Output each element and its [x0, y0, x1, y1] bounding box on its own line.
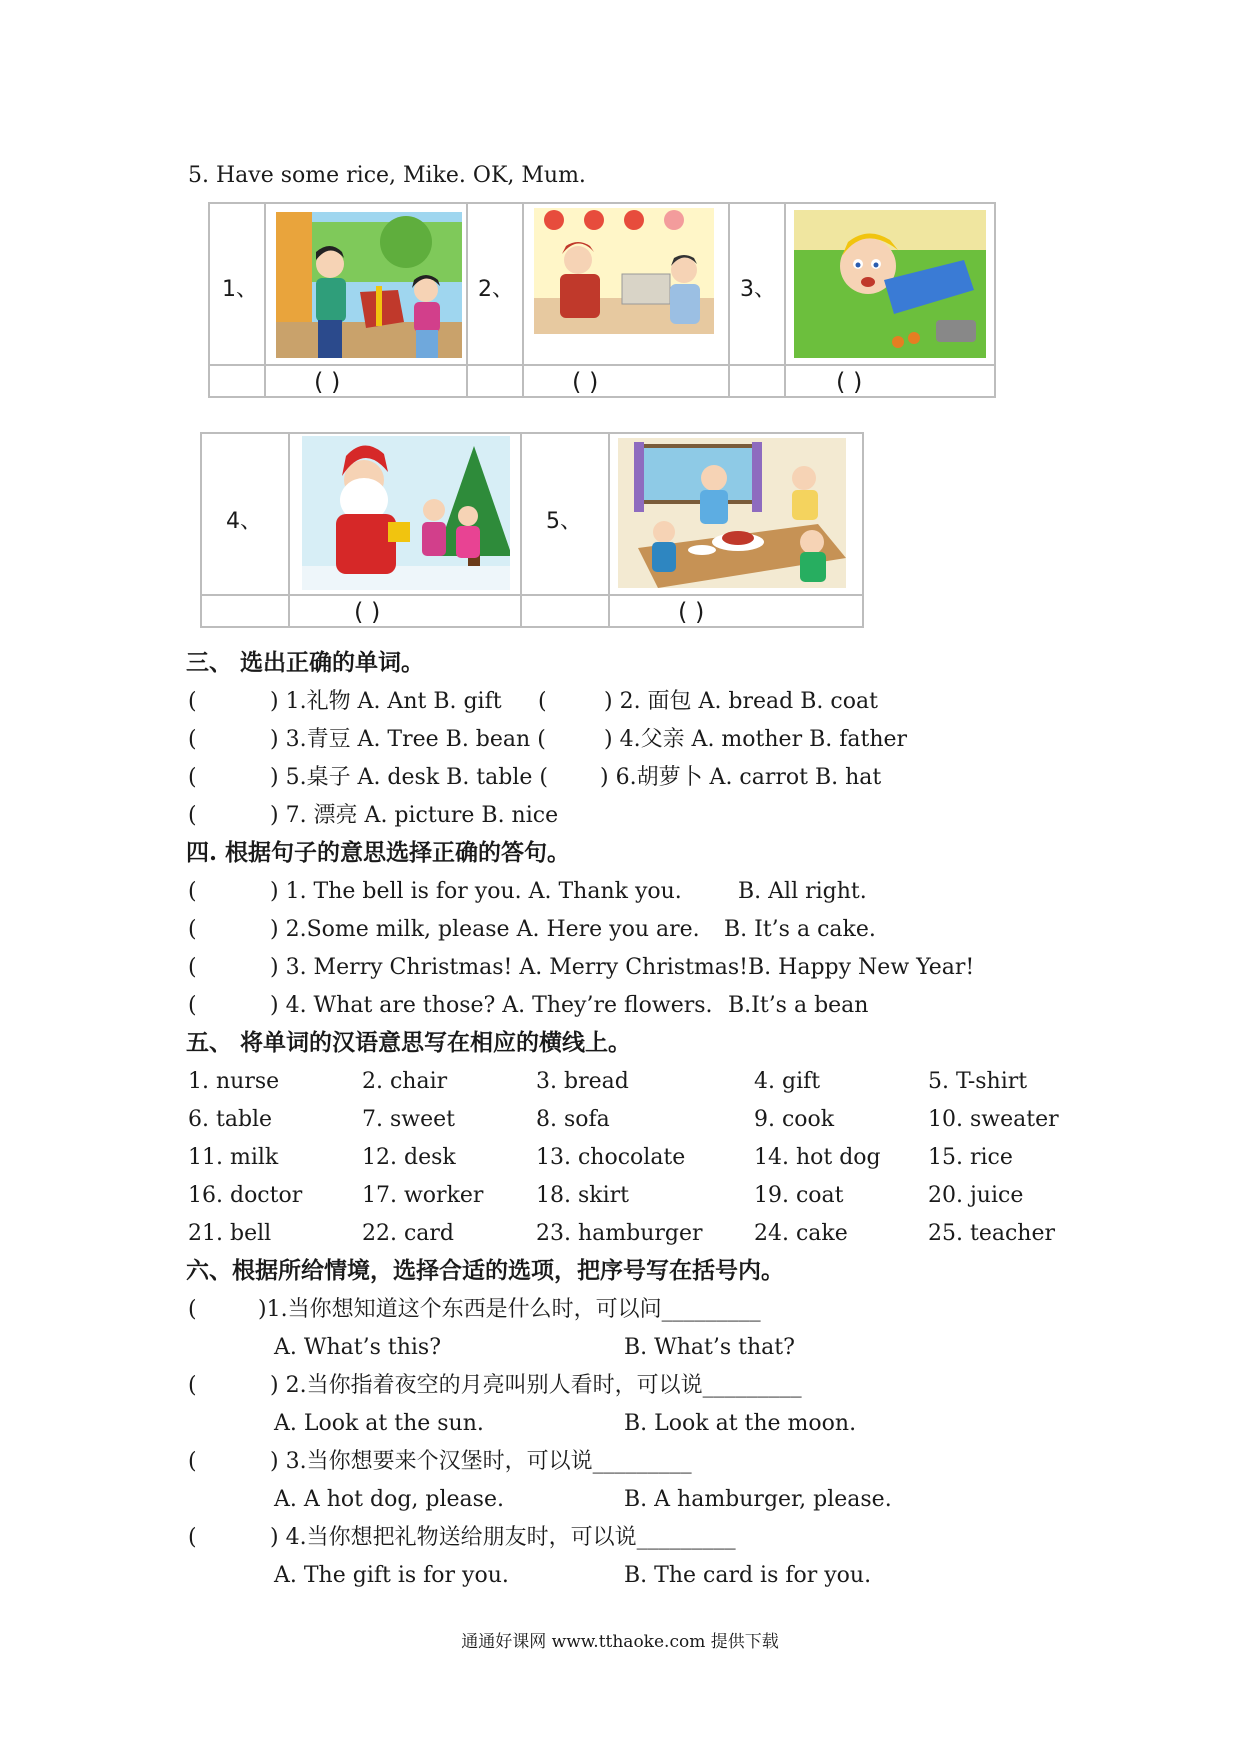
paren-open: ( [188, 955, 197, 980]
picture-number-1: 1、 [222, 277, 258, 302]
section6-q4-text: ) 4.当你想把礼物送给朋友时，可以说_________ [270, 1525, 736, 1550]
word-item: 24. cake [754, 1221, 848, 1246]
top-line: 5. Have some rice, Mike. OK, Mum. [188, 163, 586, 188]
section4-q4: ) 4. What are those? A. They’re flowers. [270, 993, 713, 1018]
option-b: B. A hamburger, please. [624, 1487, 892, 1512]
paren-open: ( [188, 765, 197, 790]
section3-row-3-a: ) 5.桌子 A. desk B. table ( [270, 765, 548, 790]
section4-q3: ) 3. Merry Christmas! A. Merry Christmas! [270, 955, 749, 980]
section3-row-2 [188, 726, 908, 754]
word-item: 19. coat [754, 1183, 844, 1208]
picture-number-5: 5、 [546, 509, 582, 534]
paren-open: ( [188, 803, 197, 828]
word-item: 3. bread [536, 1069, 629, 1094]
word-item: 16. doctor [188, 1183, 303, 1208]
section3-row-2-b: ) 4.父亲 A. mother B. father [604, 727, 908, 752]
section3-row-1-a: ) 1.礼物 A. Ant B. gift [270, 689, 502, 714]
word-item: 1. nurse [188, 1069, 280, 1094]
page-footer: 通通好课网 www.tthaoke.com 提供下载 [461, 1632, 779, 1652]
section3-row-4 [188, 802, 558, 830]
section3-heading: 三、 选出正确的单词。 [186, 649, 425, 676]
paren-open: ( [188, 1297, 197, 1322]
section6-q1 [188, 1296, 761, 1324]
section4-row-3 [188, 954, 975, 982]
word-item: 2. chair [362, 1069, 448, 1094]
picture-santa-gifts [302, 436, 510, 590]
section4-q1-b: B. All right. [738, 879, 867, 904]
section4-row-4 [188, 992, 869, 1020]
word-item: 4. gift [754, 1069, 821, 1094]
section6-q2 [188, 1372, 802, 1400]
paren-open: ( [188, 993, 197, 1018]
paren-open: ( [188, 1525, 197, 1550]
section6-q3-text: ) 3.当你想要来个汉堡时，可以说_________ [270, 1449, 692, 1474]
word-item: 22. card [362, 1221, 455, 1246]
section4-q4-b: B.It’s a bean [728, 993, 869, 1018]
section6-q4 [188, 1524, 736, 1552]
picture-number-3: 3、 [740, 277, 776, 302]
section3-row-4-a: ) 7. 漂亮 A. picture B. nice [270, 803, 559, 828]
word-item: 18. skirt [536, 1183, 629, 1208]
picture-table-1 [208, 202, 996, 398]
answer-blank-3[interactable]: ( ) [836, 368, 863, 396]
option-a: A. What’s this? [274, 1335, 442, 1360]
picture-family-dinner [618, 438, 846, 588]
section6-q3-options [274, 1486, 892, 1514]
section4-q2: ) 2.Some milk, please A. Here you are. [270, 917, 700, 942]
option-b: B. What’s that? [624, 1335, 795, 1360]
paren-open: ( [188, 917, 197, 942]
word-item: 5. T-shirt [928, 1069, 1028, 1094]
word-item: 6. table [188, 1107, 273, 1132]
word-item: 10. sweater [928, 1107, 1059, 1132]
word-item: 8. sofa [536, 1107, 610, 1132]
section6-heading: 六、根据所给情境，选择合适的选项，把序号写在括号内。 [186, 1257, 784, 1284]
section6-q3 [188, 1448, 692, 1476]
section4-q2-b: B. It’s a cake. [724, 917, 876, 942]
option-a: A. A hot dog, please. [274, 1487, 504, 1512]
word-item: 15. rice [928, 1145, 1013, 1170]
paren-open: ( [188, 727, 197, 752]
paren-open: ( [188, 1449, 197, 1474]
option-a: A. Look at the sun. [274, 1411, 484, 1436]
paren-open: ( [188, 689, 197, 714]
section3-row-2-a: ) 3.青豆 A. Tree B. bean ( [270, 727, 546, 752]
picture-number-4: 4、 [226, 509, 262, 534]
section4-row-1 [188, 878, 867, 906]
section3-row-1-mid: ( [538, 689, 547, 714]
option-b: B. Look at the moon. [624, 1411, 857, 1436]
section4-heading: 四. 根据句子的意思选择正确的答句。 [186, 839, 571, 866]
option-b: B. The card is for you. [624, 1563, 872, 1588]
section4-q3-b: B. Happy New Year! [748, 955, 975, 980]
word-item: 25. teacher [928, 1221, 1055, 1246]
section3-row-3 [188, 764, 882, 792]
section4-q1: ) 1. The bell is for you. A. Thank you. [270, 879, 682, 904]
word-item: 14. hot dog [754, 1145, 881, 1170]
picture-shop-counter [534, 208, 714, 334]
section5-heading: 五、 将单词的汉语意思写在相应的横线上。 [186, 1029, 632, 1056]
answer-blank-5[interactable]: ( ) [678, 598, 705, 626]
paren-open: ( [188, 1373, 197, 1398]
option-a: A. The gift is for you. [274, 1563, 509, 1588]
answer-blank-2[interactable]: ( ) [572, 368, 599, 396]
word-item: 20. juice [928, 1183, 1024, 1208]
picture-number-2: 2、 [478, 277, 514, 302]
word-item: 21. bell [188, 1221, 272, 1246]
section3-row-1 [188, 688, 878, 716]
section4-row-2 [188, 916, 876, 944]
section3-row-1-b: ) 2. 面包 A. bread B. coat [604, 689, 878, 714]
section6-q2-options [274, 1410, 857, 1438]
section6-q2-text: ) 2.当你指着夜空的月亮叫别人看时，可以说_________ [270, 1373, 802, 1398]
section3-row-3-b: ) 6.胡萝卜 A. carrot B. hat [600, 765, 882, 790]
word-item: 12. desk [362, 1145, 456, 1170]
picture-boy-crawling [794, 210, 986, 358]
word-item: 23. hamburger [536, 1221, 703, 1246]
section6-q1-options [274, 1334, 795, 1362]
section6-q1-text: )1.当你想知道这个东西是什么时，可以问_________ [258, 1297, 761, 1322]
word-item: 7. sweet [362, 1107, 455, 1132]
paren-open: ( [188, 879, 197, 904]
word-item: 17. worker [362, 1183, 484, 1208]
word-item: 9. cook [754, 1107, 835, 1132]
picture-table-2 [200, 432, 864, 628]
section6-q4-options [274, 1562, 872, 1590]
answer-blank-4[interactable]: ( ) [354, 598, 381, 626]
answer-blank-1[interactable]: ( ) [314, 368, 341, 396]
word-item: 11. milk [188, 1145, 279, 1170]
picture-gift-handover [276, 212, 462, 358]
word-item: 13. chocolate [536, 1145, 686, 1170]
